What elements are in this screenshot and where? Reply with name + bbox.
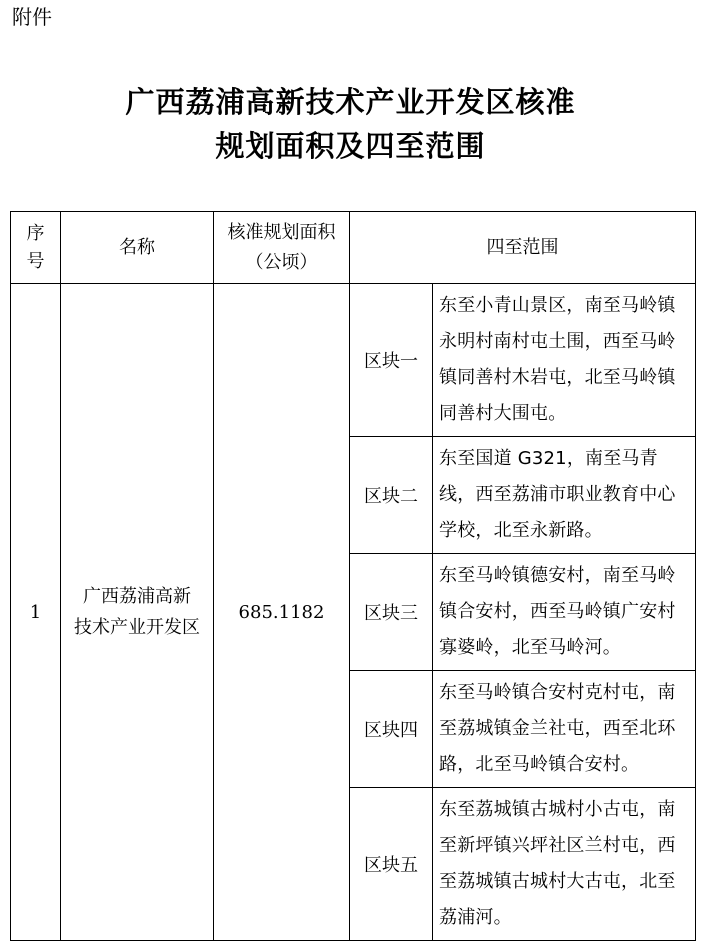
table-row (11, 284, 696, 437)
table-header-row (11, 212, 696, 284)
planning-scope-table (10, 211, 696, 941)
zone-name (61, 284, 214, 941)
zone-name-line1: 广西荔浦高新 (83, 586, 191, 607)
header-index-line2: 号 (26, 250, 45, 272)
header-area (214, 212, 350, 284)
header-index-line1: 序 (26, 222, 45, 244)
header-index (11, 212, 61, 284)
row-index: 1 (11, 284, 61, 941)
block-label-2: 区块二 (350, 437, 433, 554)
block-boundary-5: 东至荔城镇古城村小古屯，南至新坪镇兴坪社区兰村屯，西至荔城镇古城村大古屯，北至荔浦河。 (433, 788, 696, 941)
block-boundary-1: 东至小青山景区，南至马岭镇永明村南村屯土围，西至马岭镇同善村木岩屯，北至马岭镇同善村大围屯。 (433, 284, 696, 437)
zone-name-line2: 技术产业开发区 (74, 617, 200, 638)
document-title-line2: 规划面积及四至范围 (215, 129, 486, 163)
header-name: 名称 (61, 212, 214, 284)
block-label-4: 区块四 (350, 671, 433, 788)
header-boundary: 四至范围 (350, 212, 696, 284)
block-boundary-4: 东至马岭镇合安村克村屯，南至荔城镇金兰社屯，西至北环路，北至马岭镇合安村。 (433, 671, 696, 788)
attachment-label: 附件 (12, 5, 52, 29)
header-area-line2: （公顷） (245, 251, 318, 273)
block-label-1: 区块一 (350, 284, 433, 437)
block-boundary-2: 东至国道 G321，南至马青线，西至荔浦市职业教育中心学校，北至永新路。 (433, 437, 696, 554)
approved-area: 685.1182 (214, 284, 350, 941)
block-label-3: 区块三 (350, 554, 433, 671)
block-label-5: 区块五 (350, 788, 433, 941)
document-title-line1: 广西荔浦高新技术产业开发区核准 (125, 85, 576, 119)
block-boundary-3: 东至马岭镇德安村，南至马岭镇合安村，西至马岭镇广安村寡婆岭，北至马岭河。 (433, 554, 696, 671)
header-area-line1: 核准规划面积 (227, 221, 336, 243)
